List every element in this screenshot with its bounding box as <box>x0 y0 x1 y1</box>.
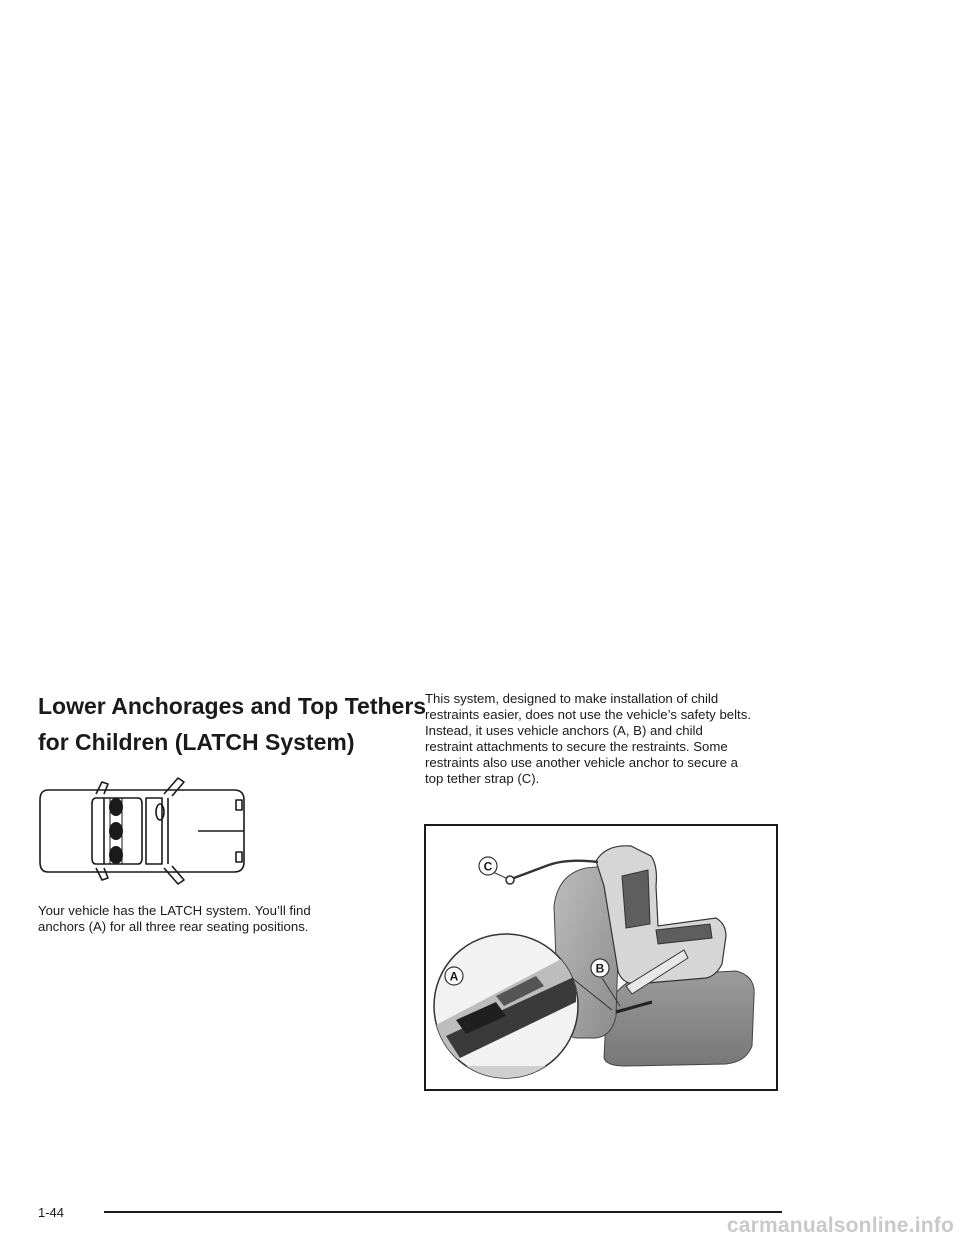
intro-line: anchors (A) for all three rear seating positions. <box>38 919 309 934</box>
child-restraint-illustration <box>424 824 778 1091</box>
anchor-marker-2 <box>109 822 123 840</box>
description-line: This system, designed to make installation of child <box>425 691 719 706</box>
description-line: top tether strap (C). <box>425 771 540 786</box>
rear-door-top <box>96 782 108 794</box>
description-line: restraints easier, does not use the vehicle’s safety belts. <box>425 707 751 722</box>
rear-door-bottom <box>96 868 108 880</box>
description-paragraph <box>425 691 795 787</box>
intro-line: Your vehicle has the LATCH system. You’ll find <box>38 903 311 918</box>
door-open-bottom <box>164 866 184 884</box>
callout-a <box>445 967 463 985</box>
section-title <box>38 688 427 760</box>
label-a: A <box>449 969 459 984</box>
watermark: carmanualsonline.info <box>726 1214 954 1237</box>
child-seat-padding <box>622 870 650 928</box>
vehicle-mirror-bottom <box>236 852 242 862</box>
vehicle-mirror-top <box>236 800 242 810</box>
intro-paragraph <box>38 903 398 935</box>
anchor-marker-3 <box>109 846 123 864</box>
anchor-markers <box>109 798 123 864</box>
steering-wheel <box>156 804 164 820</box>
description-line: restraint attachments to secure the restraints. Some <box>425 739 728 754</box>
description-line: Instead, it uses vehicle anchors (A, B) and child <box>425 723 703 738</box>
door-open-top <box>164 778 184 796</box>
callout-c <box>479 857 497 875</box>
anchor-marker-1 <box>109 798 123 816</box>
vehicle-top-view-diagram <box>38 776 250 886</box>
section-title-line: Lower Anchorages and Top Tethers <box>38 693 427 719</box>
front-seat-outline <box>146 798 162 864</box>
label-c: C <box>483 859 493 874</box>
label-b: B <box>595 961 605 976</box>
description-line: restraints also use another vehicle anchor to secure a <box>425 755 739 770</box>
page-number: 1-44 <box>38 1205 65 1220</box>
section-title-line: for Children (LATCH System) <box>38 729 355 755</box>
footer-rule <box>104 1211 782 1213</box>
tether-hook <box>506 876 514 884</box>
callout-b <box>591 959 609 977</box>
